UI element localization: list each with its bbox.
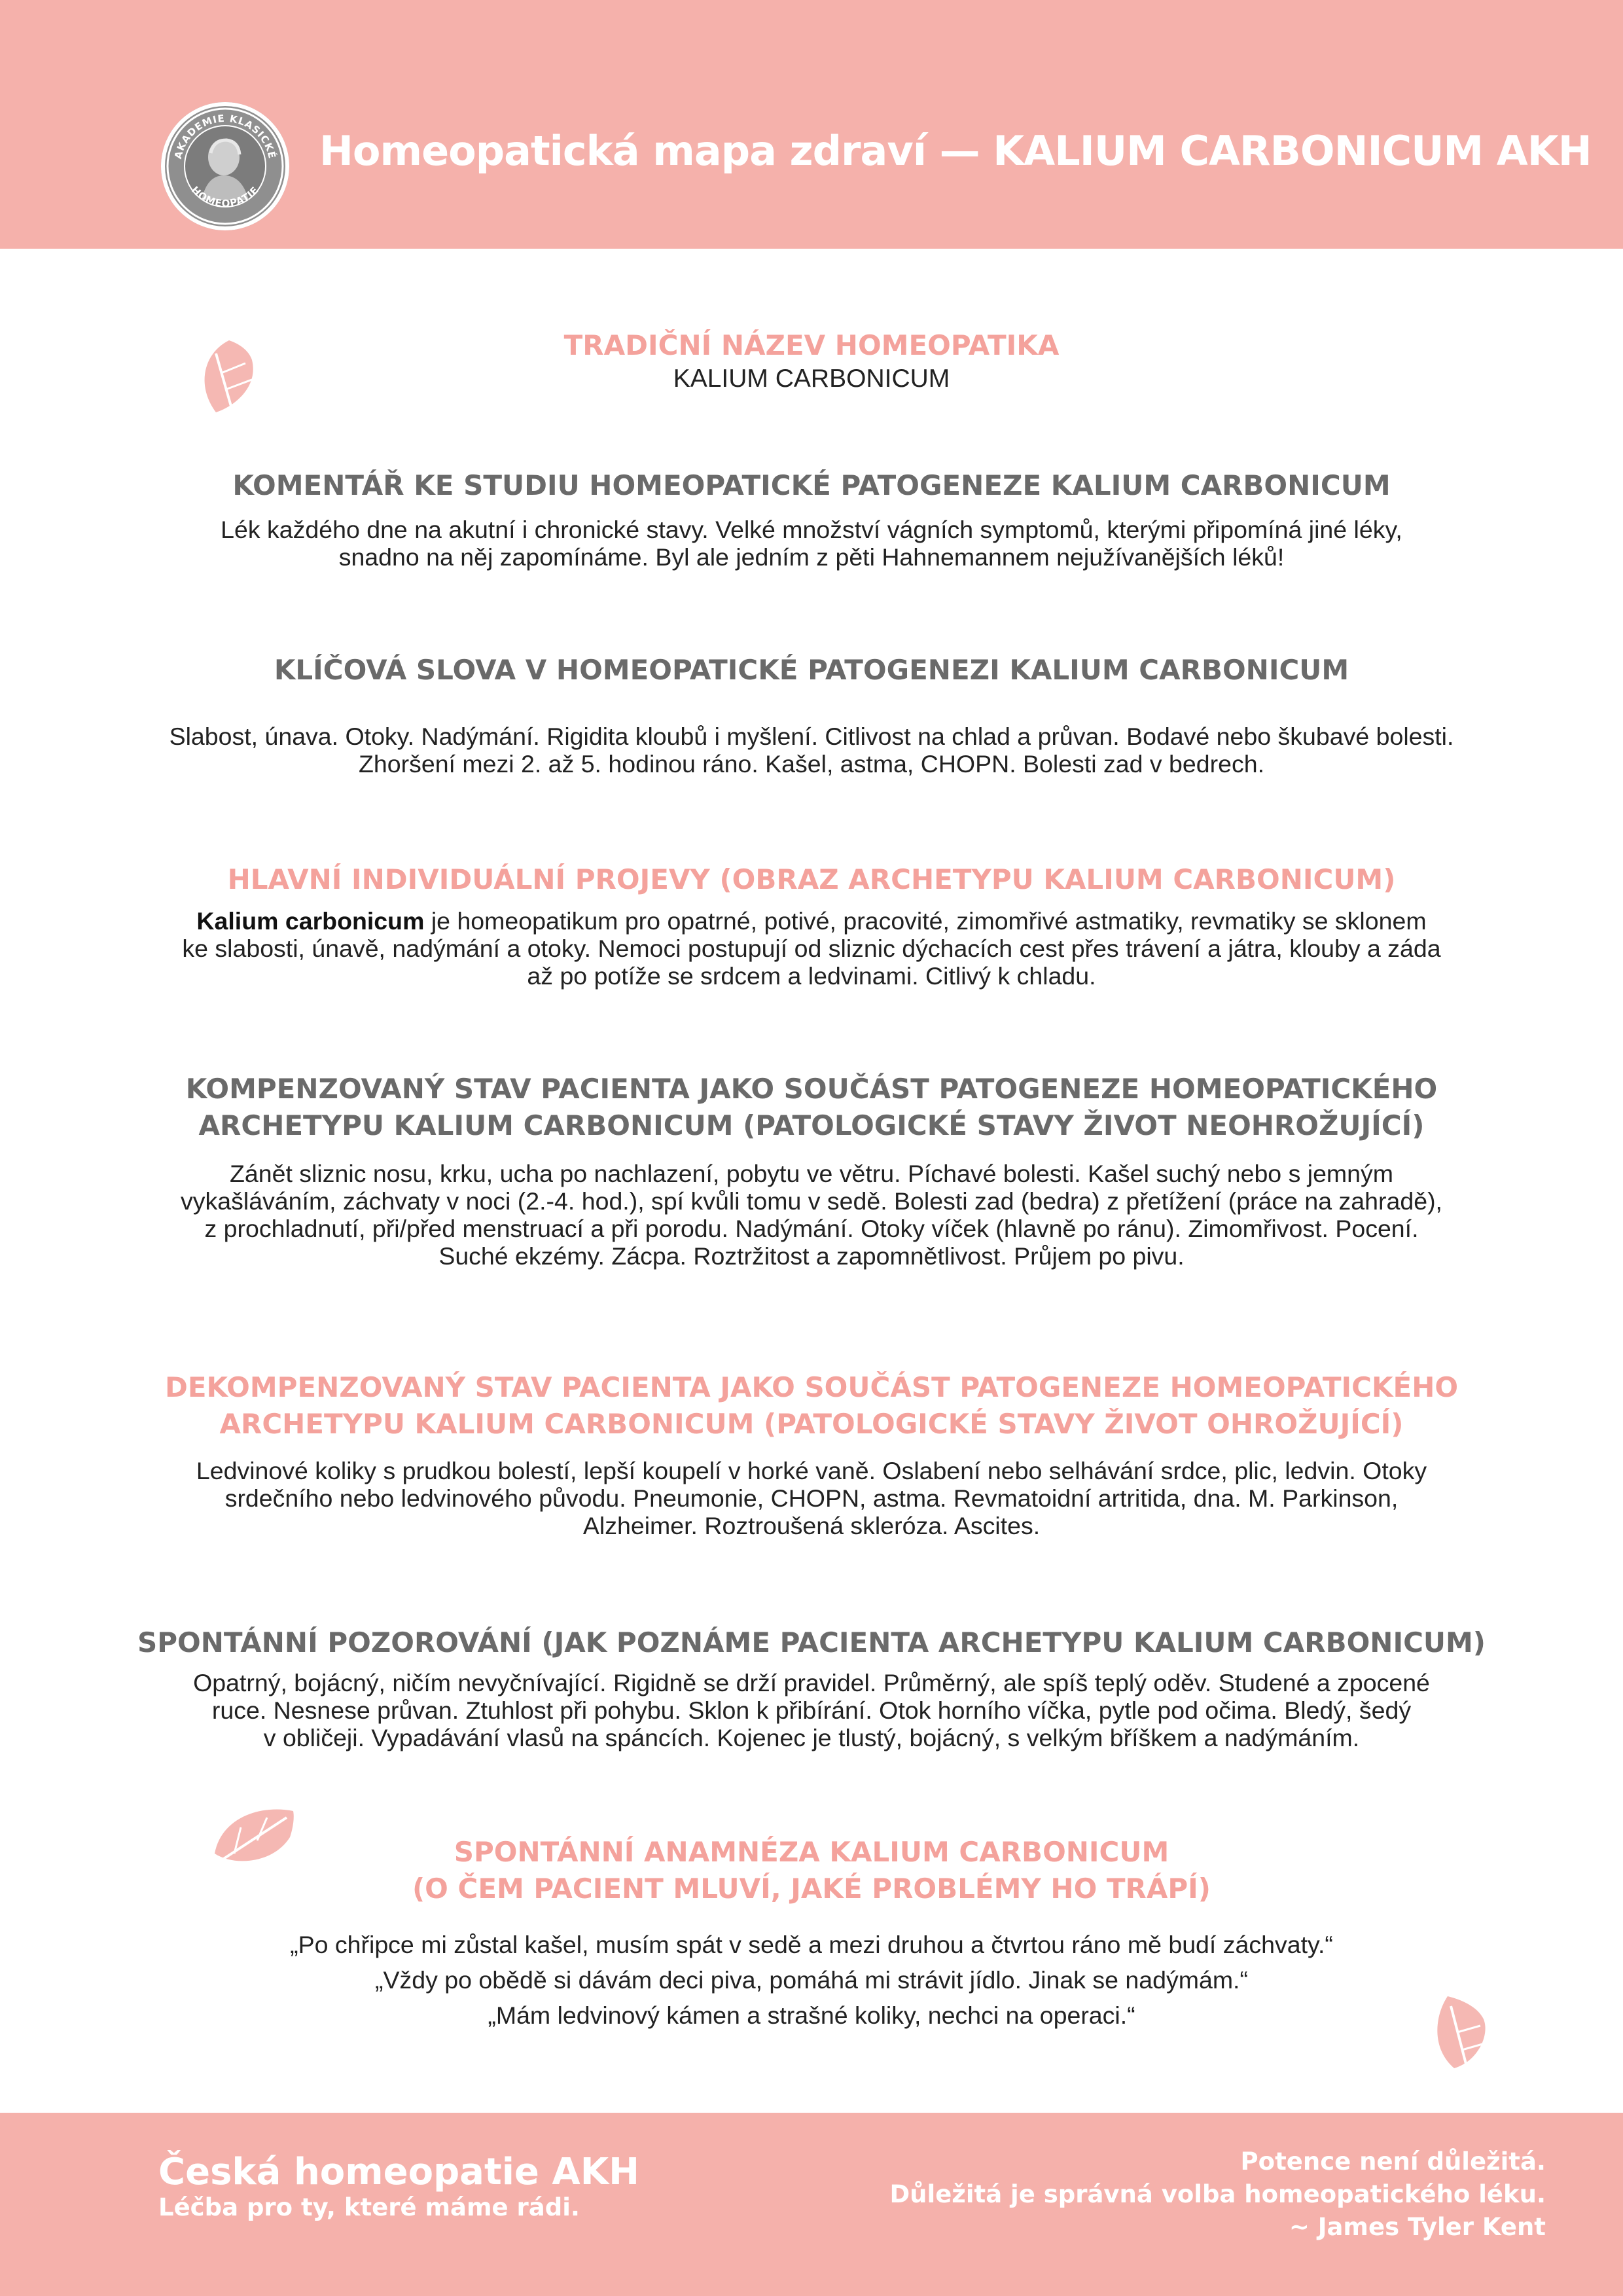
section-text-line: Lék každého dne na akutní i chronické stavy. Velké množství vágních symptomů, kterými připomíná jiné léky, <box>221 516 1402 543</box>
section-text-line <box>131 907 1492 935</box>
section-text-line: vykašláváním, záchvaty v noci (2.-4. hod.), spí kvůli tomu v sedě. Bolesti zad (bedra) z přetížení (práce na zahradě), <box>181 1187 1442 1215</box>
footer-quote-author: ~ James Tyler Kent <box>1289 2213 1546 2241</box>
footer-quote-line: Potence není důležitá. <box>1240 2147 1546 2176</box>
section-text-line: v obličeji. Vypadávání vlasů na spáncích. Kojenec je tlustý, bojácný, s velkým bříškem a nadýmáním. <box>263 1724 1360 1751</box>
page-title: Homeopatická mapa zdraví — KALIUM CARBONICUM AKH <box>319 127 1592 175</box>
remedy-name-bold: Kalium carbonicum <box>196 907 425 935</box>
patient-quote: „Mám ledvinový kámen a strašné koliky, nechci na operaci.“ <box>488 2001 1135 2029</box>
footer-quote-line: Důležitá je správná volba homeopatického léku. <box>889 2180 1546 2208</box>
section-text-line: Zhoršení mezi 2. až 5. hodinou ráno. Kašel, astma, CHOPN. Bolesti zad v bedrech. <box>358 750 1264 778</box>
remedy-name: KALIUM CARBONICUM <box>673 365 950 393</box>
section-heading: ARCHETYPU KALIUM CARBONICUM (PATOLOGICKÉ STAVY ŽIVOT NEOHROŽUJÍCÍ) <box>198 1109 1425 1141</box>
section-heading: (O ČEM PACIENT MLUVÍ, JAKÉ PROBLÉMY HO TRÁPÍ) <box>412 1873 1211 1905</box>
section-text-line: ruce. Nesnese průvan. Ztuhlost při pohybu. Sklon k přibírání. Otok horního víčka, pytle pod očima. Bledý, šedý <box>211 1696 1412 1724</box>
patient-quote: „Vždy po obědě si dávám deci piva, pomáhá mi strávit jídlo. Jinak se nadýmám.“ <box>375 1966 1248 1994</box>
section-main-manifestations <box>131 861 1492 990</box>
footer-tagline: Léčba pro ty, které máme rádi. <box>158 2193 580 2221</box>
section-spontaneous-observation <box>131 1624 1492 1751</box>
section-text-line: Suché ekzémy. Zácpa. Roztržitost a zapomnětlivost. Průjem po pivu. <box>438 1242 1185 1270</box>
section-comment <box>131 467 1492 571</box>
section-heading: KLÍČOVÁ SLOVA V HOMEOPATICKÉ PATOGENEZI KALIUM CARBONICUM <box>274 654 1349 686</box>
section-text-line: snadno na něj zapomínáme. Byl ale jedním z pěti Hahnemannem nejužívanějších léků! <box>338 543 1285 571</box>
logo-text-bottom: HOMEOPATIE <box>188 184 262 210</box>
section-text-line: Zánět sliznic nosu, krku, ucha po nachlazení, pobytu ve větru. Píchavé bolesti. Kašel suchý nebo s jemným <box>229 1160 1394 1187</box>
section-keywords <box>131 652 1492 778</box>
akademie-logo <box>161 102 289 230</box>
section-text-span: je homeopatikum pro opatrné, potivé, pracovité, zimomřivé astmatiky, revmatiky se sklonem <box>424 907 1427 935</box>
section-heading: KOMENTÁŘ KE STUDIU HOMEOPATICKÉ PATOGENEZE KALIUM CARBONICUM <box>232 469 1391 501</box>
footer-brand: Česká homeopatie AKH <box>158 2151 639 2193</box>
section-compensated-state <box>131 1071 1492 1270</box>
section-heading: HLAVNÍ INDIVIDUÁLNÍ PROJEVY (OBRAZ ARCHETYPU KALIUM CARBONICUM) <box>227 863 1396 895</box>
section-spontaneous-anamnesis <box>131 1834 1492 2033</box>
section-text-line: ke slabosti, únavě, nadýmání a otoky. Nemoci postupují od sliznic dýchacích cest přes trávení a játra, klouby a záda <box>182 935 1441 962</box>
section-text-line: Opatrný, bojácný, ničím nevyčnívající. Rigidně se drží pravidel. Průměrný, ale spíš teplý oděv. Studené a zpocené <box>193 1669 1430 1696</box>
section-heading: TRADIČNÍ NÁZEV HOMEOPATIKA <box>563 329 1060 361</box>
section-text-line: Ledvinové koliky s prudkou bolestí, lepší koupelí v horké vaně. Oslabení nebo selhávání srdce, plic, ledvin. Otoky <box>196 1457 1427 1484</box>
section-text-line: srdečního nebo ledvinového původu. Pneumonie, CHOPN, astma. Revmatoidní artritida, dna. M. Parkinson, <box>224 1484 1399 1512</box>
section-heading: KOMPENZOVANÝ STAV PACIENTA JAKO SOUČÁST PATOGENEZE HOMEOPATICKÉHO <box>185 1073 1438 1105</box>
patient-quote: „Po chřipce mi zůstal kašel, musím spát v sedě a mezi druhou a čtvrtou ráno mě budí záchvaty.“ <box>290 1931 1333 1958</box>
footer-bar <box>0 2113 1623 2296</box>
section-traditional-name <box>131 327 1492 394</box>
footer-quote <box>630 2145 1546 2244</box>
header-bar <box>0 0 1623 249</box>
section-heading: DEKOMPENZOVANÝ STAV PACIENTA JAKO SOUČÁST PATOGENEZE HOMEOPATICKÉHO <box>164 1371 1459 1403</box>
section-heading: SPONTÁNNÍ POZOROVÁNÍ (JAK POZNÁME PACIENTA ARCHETYPU KALIUM CARBONICUM) <box>137 1626 1486 1659</box>
section-text-line: Slabost, únava. Otoky. Nadýmání. Rigidita kloubů i myšlení. Citlivost na chlad a průvan. Bodavé nebo škubavé bolesti. <box>169 723 1454 750</box>
hahnemann-portrait-icon <box>161 102 289 230</box>
section-text-line: z prochladnutí, při/před menstruací a při porodu. Nadýmání. Otoky víček (hlavně po ránu). Zimomřivost. Pocení. <box>204 1215 1419 1242</box>
section-decompensated-state <box>131 1369 1492 1539</box>
section-heading: ARCHETYPU KALIUM CARBONICUM (PATOLOGICKÉ STAVY ŽIVOT OHROŽUJÍCÍ) <box>219 1408 1404 1440</box>
section-text-line: až po potíže se srdcem a ledvinami. Citlivý k chladu. <box>527 962 1096 990</box>
section-heading: SPONTÁNNÍ ANAMNÉZA KALIUM CARBONICUM <box>454 1836 1169 1868</box>
section-text-line: Alzheimer. Roztroušená skleróza. Ascites. <box>582 1512 1041 1539</box>
logo-text-top: AKADEMIE KLASICKÉ <box>171 112 279 160</box>
